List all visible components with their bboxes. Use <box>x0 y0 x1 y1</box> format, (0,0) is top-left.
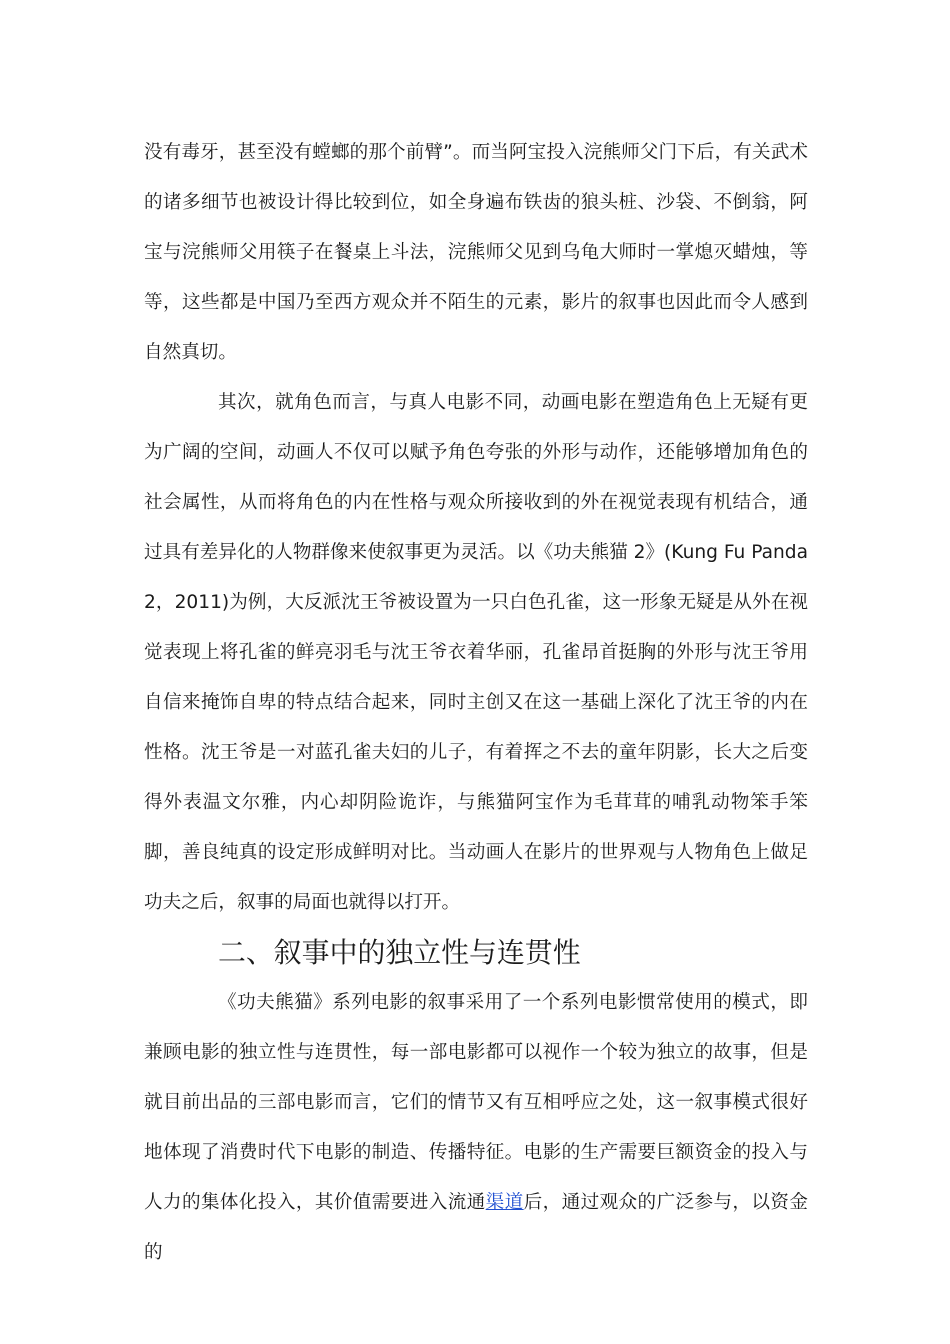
paragraph-text-before-link: 《功夫熊猫》系列电影的叙事采用了一个系列电影惯常使用的模式，即兼顾电影的独立性与连贯性，每一部电影都可以视作一个较为独立的故事，但是就目前出品的三部电影而言，它们的情节又有互相呼应之处，这一叙事模式很好地体现了消费时代下电影的制造、传播特征。电影的生产需要巨额资金的投入与人力的集体化投入，其价值需要进入流通 <box>144 992 808 1213</box>
section-heading: 二、叙事中的独立性与连贯性 <box>218 936 581 969</box>
paragraph-character-design: 其次，就角色而言，与真人电影不同，动画电影在塑造角色上无疑有更为广阔的空间，动画人不仅可以赋予角色夸张的外形与动作，还能够增加角色的社会属性，从而将角色的内在性格与观众所接收到的外在视觉表现有机结合，通过具有差异化的人物群像来使叙事更为灵活。以《功夫熊猫 2》(Kung Fu Panda 2，2011)为例，大反派沈王爷被设置为一只白色孔雀，这一形象无疑是从外在视觉表现上将孔雀的鲜亮羽毛与沈王爷衣着华丽，孔雀昂首挺胸的外形与沈王爷用自信来掩饰自卑的特点结合起来，同时主创又在这一基础上深化了沈王爷的内在性格。沈王爷是一对蓝孔雀夫妇的儿子，有着挥之不去的童年阴影，长大之后变得外表温文尔雅，内心却阴险诡诈，与熊猫阿宝作为毛茸茸的哺乳动物笨手笨脚，善良纯真的设定形成鲜明对比。当动画人在影片的世界观与人物角色上做足功夫之后，叙事的局面也就得以打开。 <box>144 392 808 913</box>
channel-link[interactable]: 渠道 <box>485 1192 524 1213</box>
paragraph-continuation: 没有毒牙，甚至没有螳螂的那个前臂”。而当阿宝投入浣熊师父门下后，有关武术的诸多细节也被设计得比较到位，如全身遍布铁齿的狼头桩、沙袋、不倒翁，阿宝与浣熊师父用筷子在餐桌上斗法，浣熊师父见到乌龟大师时一掌熄灭蜡烛，等等，这些都是中国乃至西方观众并不陌生的元素，影片的叙事也因此而令人感到自然真切。 <box>144 142 808 363</box>
paragraph-narrative-mode <box>144 978 808 1278</box>
paragraph-text-after-link: 后，通过观众的广泛参与，以资金的 <box>144 1192 808 1263</box>
article-body <box>144 128 808 1278</box>
